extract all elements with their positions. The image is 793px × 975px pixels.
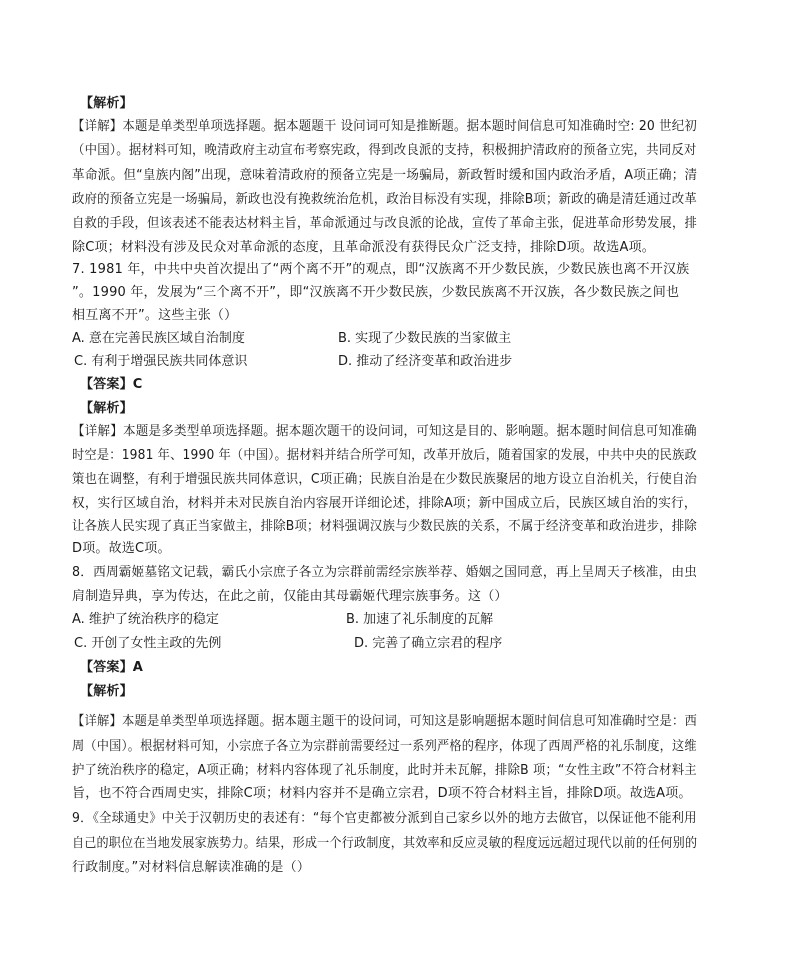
explanation-line: 自救的手段，但该表述不能表达材料主旨，革命派通过与改良派的论战，宣传了革命主张，促进革命形势发展，排 xyxy=(72,216,698,231)
explanation-line: 旨，也不符合西周史实，排除C项；材料内容并不是确立宗君，D项不符合材料主旨，排除D项。故选A项。 xyxy=(72,786,692,801)
explanation-line: 【详解】本题是单类型单项选择题。据本题主题干的设问词，可知这是影响题据本题时间信息可知准确时空是：西 xyxy=(72,714,698,729)
explanation-line: 时空是：1981 年、1990 年（中国）。据材料并结合所学可知，改革开放后，随着国家的发展，中共中央的民族政 xyxy=(72,448,697,463)
question-8-stem: 8．西周霸姬墓铭文记载，霸氏小宗庶子各立为宗群前需经宗族举荐、婚姻之国同意，再上呈周天子核准，由虫 xyxy=(72,565,698,580)
explanation-line: 政府的预备立宪是一场骗局，新政也没有挽救统治危机，政治目标没有实现，排除B项；新政的确是清廷通过改革 xyxy=(72,192,697,207)
explanation-line: D项。故选C项。 xyxy=(72,541,171,556)
question-7-option-a: A. 意在完善民族区域自治制度 xyxy=(72,331,245,346)
answer-label: 【答案】C xyxy=(80,377,143,392)
analysis-heading: 【解析】 xyxy=(80,401,133,416)
question-8-option-c: C. 开创了女性主政的先例 xyxy=(74,636,222,651)
question-7-stem: 7. 1981 年，中共中央首次提出了“两个离不开”的观点，即“汉族离不开少数民族，少数民族也离不开汉族 xyxy=(72,262,690,277)
question-7-option-b: B. 实现了少数民族的当家做主 xyxy=(338,331,512,346)
explanation-line: （中国）。据材料可知，晚清政府主动宣布考察宪政，得到改良派的支持，积极拥护清政府的预备立宪，共同反对 xyxy=(72,143,697,158)
question-9-stem: 9．《全球通史》中关于汉朝历史的表述有：“每个官吏都被分派到自己家乡以外的地方去做官，以保证他不能利用 xyxy=(72,811,697,826)
explanation-line: 除C项；材料没有涉及民众对革命派的态度，且革命派没有获得民众广泛支持，排除D项。故选A项。 xyxy=(72,240,655,255)
question-8-option-b: B. 加速了礼乐制度的瓦解 xyxy=(346,612,494,627)
question-7-option-c: C. 有利于增强民族共同体意识 xyxy=(74,354,248,369)
question-9-stem: 行政制度。”对材料信息解读准确的是（） xyxy=(72,860,311,875)
explanation-line: 【详解】本题是多类型单项选择题。据本题次题干的设问词，可知这是目的、影响题。据本题时间信息可知准确 xyxy=(72,424,697,439)
analysis-heading: 【解析】 xyxy=(80,96,133,111)
question-8-option-a: A. 维护了统治秩序的稳定 xyxy=(72,612,219,627)
answer-label: 【答案】A xyxy=(80,660,144,675)
analysis-heading: 【解析】 xyxy=(80,684,133,699)
question-9-stem: 自己的职位在当地发展家族势力。结果，形成一个行政制度，其效率和反应灵敏的程度远远超过现代以前的任何别的 xyxy=(72,836,698,851)
question-7-stem: 相互离不开”。这些主张（） xyxy=(72,308,238,323)
explanation-line: 策也在调整，有利于增强民族共同体意识，C项正确；民族自治是在少数民族聚居的地方设立自治机关，行使自治 xyxy=(72,472,698,487)
explanation-line: 革命派。但“皇族内阁”出现，意味着清政府的预备立宪是一场骗局，新政暂时缓和国内政治矛盾，A项正确；清 xyxy=(72,168,698,183)
explanation-line: 【详解】本题是单类型单项选择题。据本题题干 设问词可知是推断题。据本题时间信息可知准确时空: 20 世纪初 xyxy=(72,119,697,134)
explanation-line: 护了统治秩序的稳定，A项正确；材料内容体现了礼乐制度，此时并未瓦解，排除B 项；“女性主政”不符合材料主 xyxy=(72,763,697,778)
explanation-line: 权，实行区域自治，材料并未对民族自治内容展开详细论述，排除A项；新中国成立后，民族区域自治的实行， xyxy=(72,496,697,511)
question-8-option-d: D. 完善了确立宗君的程序 xyxy=(354,636,503,651)
question-7-option-d: D. 推动了经济变革和政治进步 xyxy=(338,354,513,369)
question-7-stem: ”。1990 年，发展为“三个离不开”，即“汉族离不开少数民族，少数民族离不开汉族，各少数民族之间也 xyxy=(72,285,680,300)
question-8-stem: 肩制造异典，享为传达，在此之前，仅能由其母霸姬代理宗族事务。这（） xyxy=(72,589,508,604)
explanation-line: 让各族人民实现了真正当家做主，排除B项；材料强调汉族与少数民族的关系，不属于经济变革和政治进步，排除 xyxy=(72,519,697,534)
explanation-line: 周（中国）。根据材料可知，小宗庶子各立为宗群前需要经过一系列严格的程序，体现了西周严格的礼乐制度，这维 xyxy=(72,739,697,754)
